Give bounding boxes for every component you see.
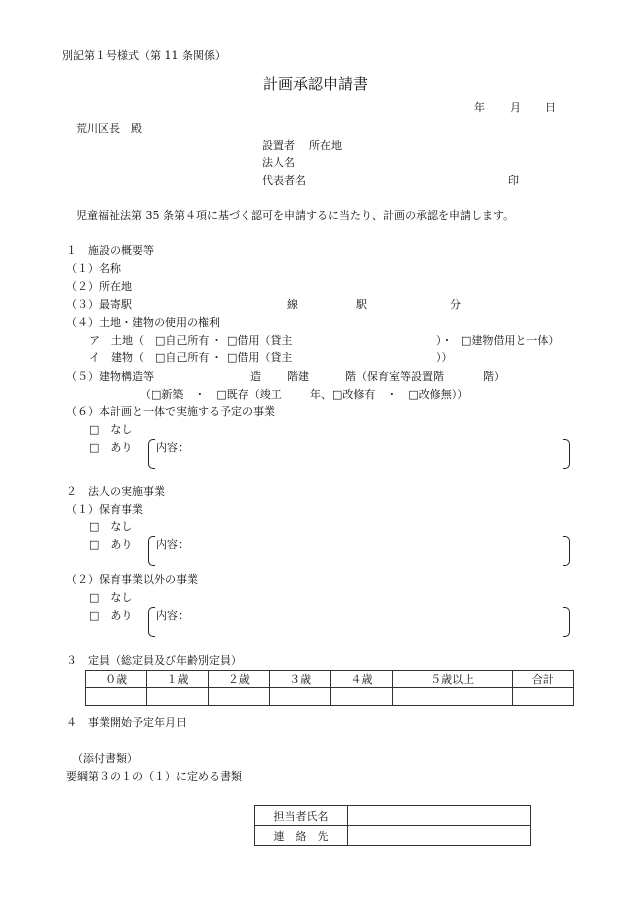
item-location: （２）所在地 <box>66 280 132 293</box>
capacity-input-row[interactable] <box>86 688 574 706</box>
item-station: （３）最寄駅 <box>66 298 132 311</box>
content-bracket-left <box>148 607 155 637</box>
col-age3: ３歳 <box>269 671 330 688</box>
noncare-content-label: 内容： <box>156 609 189 622</box>
item-structure: （５）建物構造等 <box>66 370 154 383</box>
childcare-content-label: 内容： <box>156 538 189 551</box>
item-name: （１）名称 <box>66 262 121 275</box>
land-close: ）・ <box>436 334 453 347</box>
noncare-none-checkbox[interactable]: □ なし <box>89 591 133 604</box>
date-month: 月 <box>510 101 521 114</box>
intro-text: 児童福祉法第 35 条第４項に基づく認可を申請するに当たり、計画の承認を申請します。 <box>76 209 515 222</box>
cap-total-cell[interactable] <box>512 688 573 706</box>
childcare-yes-checkbox[interactable]: □ あり <box>89 538 133 551</box>
content-bracket-right <box>563 536 570 566</box>
applicant-label: 設置者 <box>262 139 295 152</box>
section2-heading: ２ 法人の実施事業 <box>66 485 165 498</box>
applicant-corp-label: 法人名 <box>262 156 295 169</box>
contact-name-label: 担当者氏名 <box>255 806 348 826</box>
noncare-yes-checkbox[interactable]: □ あり <box>89 609 133 622</box>
contact-table <box>254 805 531 846</box>
cap-age1-cell[interactable] <box>147 688 208 706</box>
land-dot: ・ <box>211 334 222 347</box>
station-minutes: 分 <box>450 298 461 311</box>
land-own-checkbox[interactable]: □自己所有 <box>155 334 210 347</box>
document-title: 計画承認申請書 <box>263 75 369 93</box>
cap-age2-cell[interactable] <box>208 688 269 706</box>
structure-status2[interactable]: 年、□改修有 ・ □改修無）） <box>310 388 469 401</box>
col-total: 合計 <box>512 671 573 688</box>
structure-floor: 階（保育室等設置階 <box>345 370 444 383</box>
content-bracket-right <box>563 607 570 637</box>
attachments-text: 要綱第３の１の（１）に定める書類 <box>66 770 242 783</box>
structure-kaidate: 階建 <box>287 370 309 383</box>
other-none-checkbox[interactable]: □ なし <box>89 423 133 436</box>
content-bracket-left <box>148 536 155 566</box>
col-age4: ４歳 <box>331 671 392 688</box>
addressee: 荒川区長 殿 <box>76 122 142 135</box>
date-day: 日 <box>545 101 556 114</box>
content-bracket-left <box>148 439 155 469</box>
structure-floor-end: 階） <box>483 370 505 383</box>
seal-mark: 印 <box>508 174 519 187</box>
form-number: 別記第１号様式（第 11 条関係） <box>62 49 226 62</box>
bldg-borrow-checkbox[interactable]: □借用（貸主 <box>227 351 293 364</box>
date-year: 年 <box>474 101 485 114</box>
attachments-label: （添付書類） <box>72 752 138 765</box>
cap-age3-cell[interactable] <box>269 688 330 706</box>
section3-heading: ３ 定員（総定員及び年齢別定員） <box>66 654 242 667</box>
col-age1: １歳 <box>147 671 208 688</box>
station-eki: 駅 <box>356 298 367 311</box>
bldg-close: ）） <box>436 351 453 364</box>
bldg-prefix: イ 建物（ <box>89 351 144 364</box>
section1-heading: １ 施設の概要等 <box>66 244 154 257</box>
contact-info-label: 連 絡 先 <box>255 826 348 846</box>
col-age0: ０歳 <box>86 671 147 688</box>
col-age5plus: ５歳以上 <box>392 671 512 688</box>
section4-heading: ４ 事業開始予定年月日 <box>66 716 187 729</box>
other-yes-checkbox[interactable]: □ あり <box>89 441 133 454</box>
land-borrow-checkbox[interactable]: □借用（貸主 <box>227 334 293 347</box>
bldg-own-checkbox[interactable]: □自己所有 <box>155 351 210 364</box>
contact-name-cell[interactable] <box>348 806 531 826</box>
bldg-dot: ・ <box>211 351 222 364</box>
item-non-childcare: （２）保育事業以外の事業 <box>66 573 198 586</box>
childcare-none-checkbox[interactable]: □ なし <box>89 520 133 533</box>
item-rights: （４）土地・建物の使用の権利 <box>66 316 220 329</box>
col-age2: ２歳 <box>208 671 269 688</box>
content-bracket-right <box>563 439 570 469</box>
structure-zo: 造 <box>250 370 261 383</box>
capacity-table <box>85 670 574 706</box>
applicant-rep-label: 代表者名 <box>262 174 306 187</box>
structure-status[interactable]: （□新築 ・ □既存（竣工 <box>140 388 282 401</box>
land-prefix: ア 土地（ <box>89 334 144 347</box>
land-with-bldg-checkbox[interactable]: □建物借用と一体） <box>461 334 560 347</box>
station-line: 線 <box>287 298 298 311</box>
cap-age4-cell[interactable] <box>331 688 392 706</box>
contact-info-cell[interactable] <box>348 826 531 846</box>
contact-info-row <box>255 826 531 846</box>
cap-age0-cell[interactable] <box>86 688 147 706</box>
capacity-header-row <box>86 671 574 688</box>
item-other-project: （６）本計画と一体で実施する予定の事業 <box>66 405 275 418</box>
item-childcare: （１）保育事業 <box>66 503 143 516</box>
other-content-label: 内容： <box>156 441 189 454</box>
contact-name-row <box>255 806 531 826</box>
applicant-address-label: 所在地 <box>309 139 342 152</box>
cap-age5plus-cell[interactable] <box>392 688 512 706</box>
